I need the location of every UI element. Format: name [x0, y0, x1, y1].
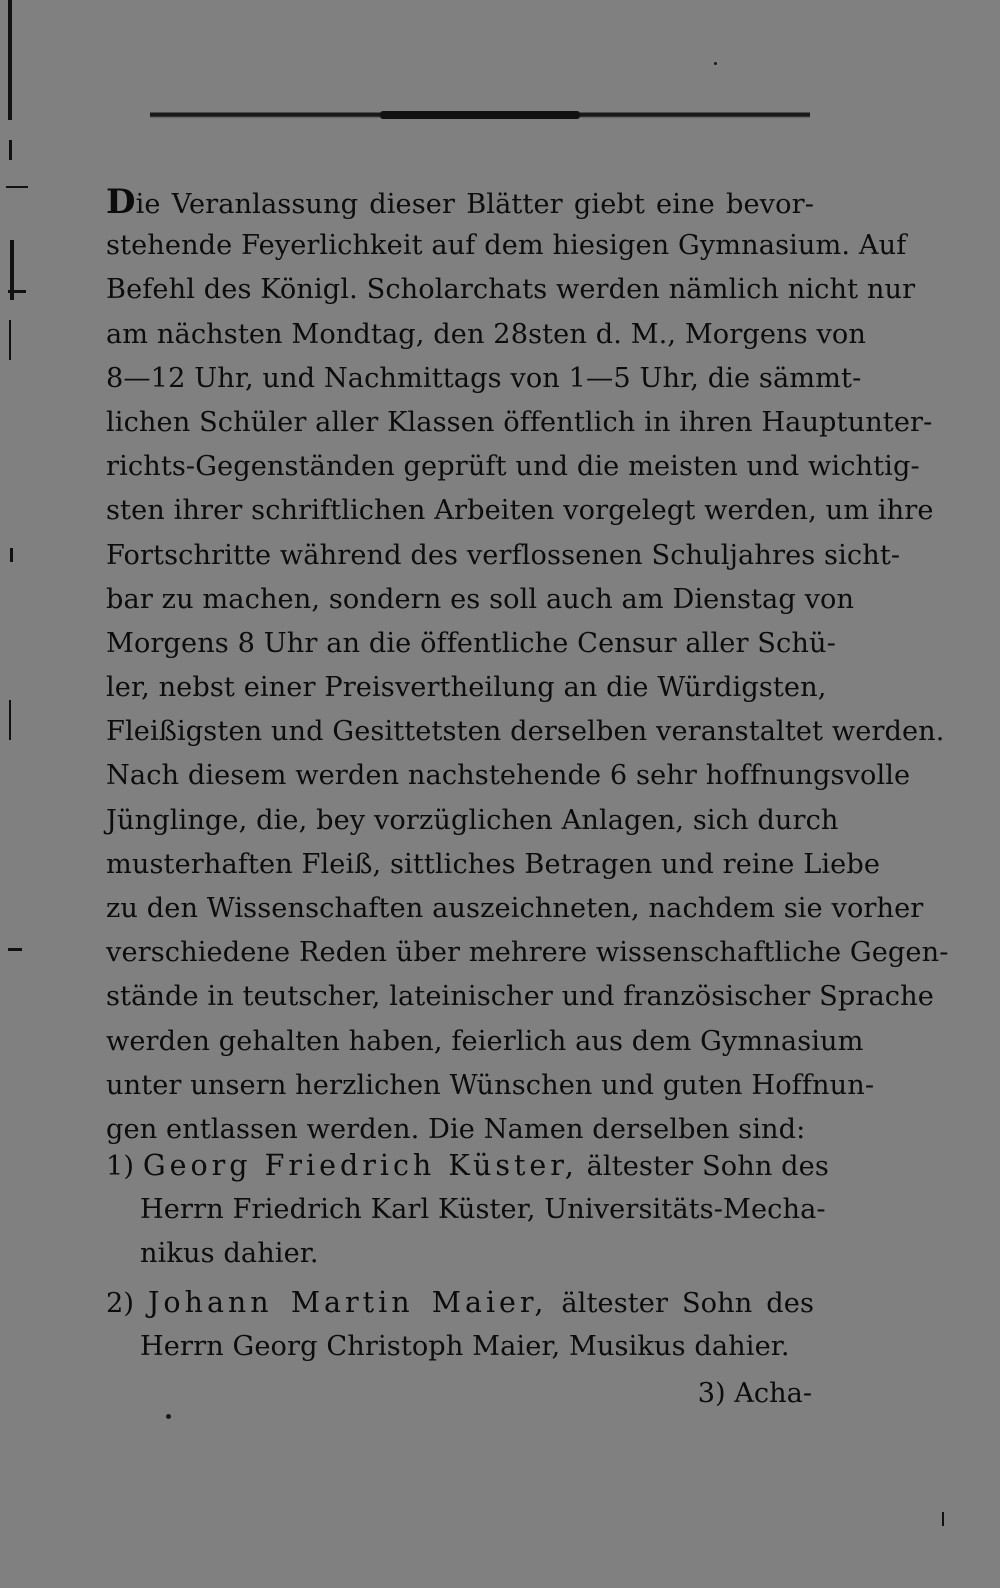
gutter-mark: [942, 1512, 944, 1526]
gutter-mark: [9, 320, 11, 360]
header-rule: [150, 112, 810, 118]
text-line: am nächsten Mondtag, den 28sten d. M., Morgens von: [106, 318, 866, 350]
text-line: stehende Feyerlichkeit auf dem hiesigen Gymnasium. Auf: [106, 230, 907, 262]
gutter-mark: [8, 290, 26, 293]
text-line: musterhaften Fleiß, sittliches Betragen und reine Liebe: [106, 848, 881, 880]
text-line: unter unsern herzlichen Wünschen und guten Hoffnun-: [106, 1069, 875, 1101]
list-item-continuation: Herrn Georg Christoph Maier, Musikus dahier.: [140, 1330, 790, 1362]
gutter-mark: [8, 0, 12, 120]
graduate-list: [106, 1144, 829, 1369]
text-line: ler, nebst einer Preisvertheilung an die Würdigsten,: [106, 672, 827, 704]
speck: [166, 1414, 171, 1419]
list-item-relation: ältester Sohn des: [561, 1287, 814, 1319]
text-line: Fortschritte während des verflossenen Schuljahres sicht-: [106, 539, 901, 571]
gutter-mark: [6, 186, 28, 188]
text-line: stände in teutscher, lateinischer und französischer Sprache: [106, 981, 934, 1013]
list-item-continuation: nikus dahier.: [140, 1238, 319, 1270]
speck: [714, 62, 717, 65]
text-line: Befehl des Königl. Scholarchats werden nämlich nicht nur: [106, 274, 916, 306]
text-line: gen entlassen werden. Die Namen derselben sind:: [106, 1113, 806, 1145]
initial-letter: D: [106, 182, 136, 222]
text-line: Morgens 8 Uhr an die öffentliche Censur aller Schü-: [106, 627, 836, 659]
text-line: 8—12 Uhr, und Nachmittags von 1—5 Uhr, die sämmt-: [106, 362, 862, 394]
text-line: verschiedene Reden über mehrere wissenschaftliche Gegen-: [106, 937, 949, 969]
text-line: richts-Gegenständen geprüft und die meisten und wichtig-: [106, 451, 920, 483]
list-item-continuation: Herrn Friedrich Karl Küster, Universitäts-Mecha-: [140, 1194, 826, 1226]
text-line: sten ihrer schriftlichen Arbeiten vorgelegt werden, um ihre: [106, 495, 934, 527]
text-line: zu den Wissenschaften auszeichneten, nachdem sie vorher: [106, 893, 924, 924]
gutter-mark: [9, 700, 11, 740]
gutter-mark: [9, 140, 12, 160]
gutter-mark: [8, 948, 22, 951]
list-item-number: 1): [106, 1151, 135, 1182]
body-text: [106, 180, 949, 1152]
catchword: 3) Acha-: [697, 1378, 812, 1409]
list-item-first-line: [106, 1144, 829, 1188]
text-line: Die Veranlassung dieser Blätter giebt eine bevor-: [106, 182, 814, 222]
list-item: [106, 1144, 829, 1277]
list-item-name: Johann Martin Maier,: [148, 1285, 548, 1319]
list-item-number: 2): [106, 1287, 135, 1319]
list-item-first-line: [106, 1281, 814, 1325]
text-line: lichen Schüler aller Klassen öffentlich in ihren Hauptunter-: [106, 406, 933, 438]
text-line: Fleißigsten und Gesittetsten derselben veranstaltet werden.: [106, 716, 945, 748]
text-line: bar zu machen, sondern es soll auch am Dienstag von: [106, 583, 855, 615]
list-item-relation: ältester Sohn des: [586, 1151, 829, 1182]
text-line: Nach diesem werden nachstehende 6 sehr hoffnungsvolle: [106, 760, 911, 792]
gutter-mark: [10, 548, 13, 562]
list-item-name: Georg Friedrich Küster,: [142, 1149, 578, 1182]
text-line: werden gehalten haben, feierlich aus dem Gymnasium: [106, 1025, 864, 1057]
list-item: [106, 1281, 814, 1369]
text-line: Jünglinge, die, bey vorzüglichen Anlagen, sich durch: [106, 804, 839, 836]
